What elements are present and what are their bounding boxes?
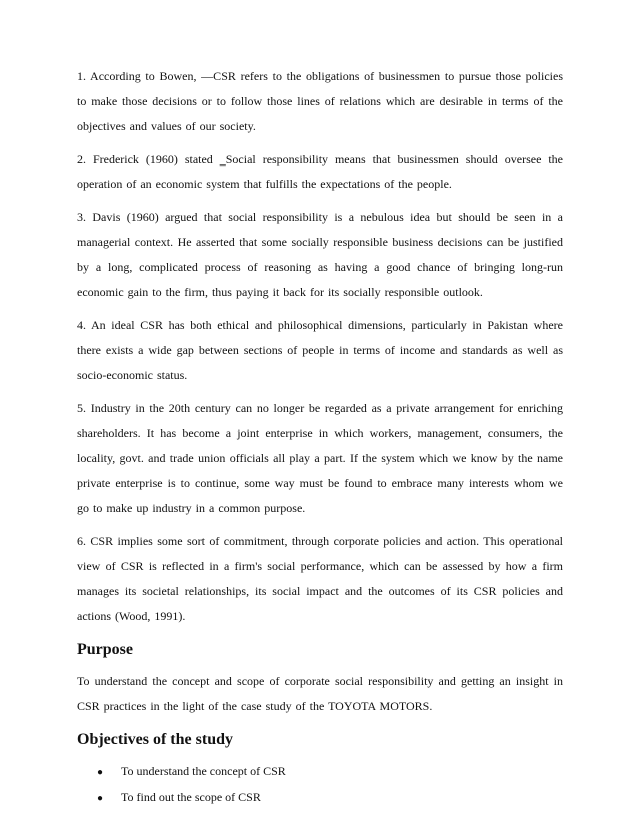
objectives-list	[77, 759, 563, 811]
purpose-text: To understand the concept and scope of corporate social responsibility and getting an insight in CSR practices in the light of the case study of the TOYOTA MOTORS.	[77, 674, 563, 713]
paragraph-industry: 5. Industry in the 20th century can no longer be regarded as a private arrangement for enriching shareholders. It has become a joint enterprise in which workers, management, consumers, the locality, govt. and trade union officials all play a part. If the system which we know by the name private enterprise is to continue, some way must be found to embrace many interests whom we go to make up industry in a common purpose.	[77, 401, 563, 515]
bullet-icon: ●	[97, 767, 104, 778]
purpose-heading: Purpose	[77, 641, 133, 658]
paragraph-bowen: 1. According to Bowen, ―CSR refers to the obligations of businessmen to pursue those policies to make those decisions or to follow those lines of relations which are desirable in terms of the objectives and values of our society.	[77, 69, 563, 133]
list-item	[97, 785, 563, 811]
paragraph-ideal-csr: 4. An ideal CSR has both ethical and philosophical dimensions, particularly in Pakistan where there exists a wide gap between sections of people in terms of income and standards as well as socio-economic status.	[77, 318, 563, 382]
objective-text: To understand the concept of CSR	[121, 764, 286, 778]
objectives-heading: Objectives of the study	[77, 731, 233, 748]
paragraph-commitment: 6. CSR implies some sort of commitment, through corporate policies and action. This operational view of CSR is reflected in a firm's social performance, which can be assessed by how a firm manages its societal relationships, its social impact and the outcomes of its CSR policies and actions (Wood, 1991).	[77, 534, 563, 623]
paragraph-frederick: 2. Frederick (1960) stated ‗Social responsibility means that businessmen should oversee the operation of an economic system that fulfills the expectations of the people.	[77, 152, 563, 191]
paragraph-davis: 3. Davis (1960) argued that social responsibility is a nebulous idea but should be seen in a managerial context. He asserted that some socially responsible business decisions can be justified by a long, complicated process of reasoning as having a good chance of bringing long-run economic gain to the firm, thus paying it back for its socially responsible outlook.	[77, 210, 563, 299]
bullet-icon: ●	[97, 793, 104, 804]
objective-text: To find out the scope of CSR	[121, 790, 261, 804]
list-item	[97, 759, 563, 785]
